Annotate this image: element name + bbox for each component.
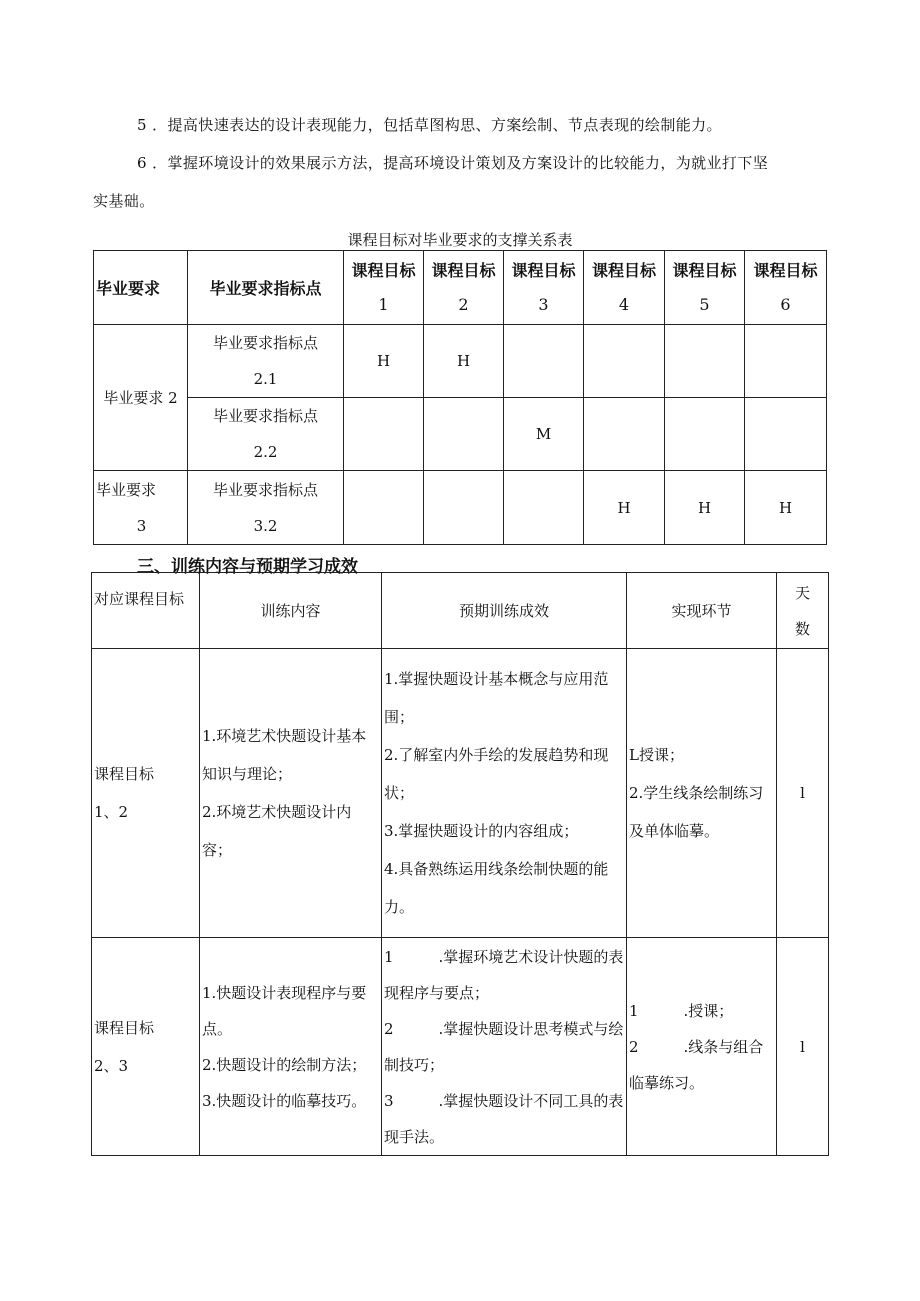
- header-link: 实现环节: [627, 573, 777, 649]
- header-goal-1: [344, 251, 424, 325]
- paragraph-5: 5 ．提高快速表达的设计表现能力，包括草图构思、方案绘制、节点表现的绘制能力。: [137, 116, 722, 134]
- goal-num: 6: [780, 294, 791, 314]
- goal-label: 课程目标: [351, 260, 416, 280]
- rating-cell: [344, 471, 424, 545]
- rating-cell: [584, 398, 665, 471]
- table2-header-row: [92, 573, 829, 649]
- indicator-label: 毕业要求指标点: [212, 407, 318, 425]
- content-item: 2.环境艺术快题设计内容；: [202, 803, 352, 859]
- rating-cell: [665, 325, 745, 398]
- goal-label: 课程目标: [672, 260, 737, 280]
- indicator-label: 毕业要求指标点: [212, 480, 318, 499]
- table-row: [94, 398, 827, 471]
- indicator-cell: [188, 325, 344, 398]
- goal-cell: [92, 649, 200, 938]
- support-relation-table: [93, 250, 827, 545]
- header-goal-4: [584, 251, 665, 325]
- header-goal-2: [424, 251, 504, 325]
- rating-cell: [424, 398, 504, 471]
- rating-cell: [504, 325, 584, 398]
- goal-num: 2: [458, 294, 469, 314]
- rating-cell: [504, 471, 584, 545]
- rating-cell: H: [745, 471, 827, 545]
- header-indicator: 毕业要求指标点: [188, 251, 344, 325]
- link-item: 1 .授课；: [629, 1001, 734, 1020]
- content-item: 3.快题设计的临摹技巧。: [202, 1091, 367, 1110]
- header-goal-5: [665, 251, 745, 325]
- goal-label: 课程目标: [431, 260, 496, 280]
- indicator-num: 2.1: [253, 370, 278, 388]
- rating-cell: H: [424, 325, 504, 398]
- rating-cell: [584, 325, 665, 398]
- table-row: [92, 649, 829, 938]
- header-content: 训练内容: [200, 573, 382, 649]
- link-item: L授课；: [629, 746, 684, 764]
- goal-num: 3: [538, 294, 549, 314]
- table-row: [94, 471, 827, 545]
- indicator-label: 毕业要求指标点: [212, 334, 318, 352]
- days-cell: l: [777, 938, 829, 1156]
- rating-cell: H: [584, 471, 665, 545]
- req-num: 3: [136, 516, 147, 535]
- rating-cell: [665, 398, 745, 471]
- req-cell: 毕业要求 2: [94, 325, 188, 471]
- section-3-heading: 三、训练内容与预期学习成效: [137, 557, 358, 577]
- content-item: 2.快题设计的绘制方法；: [202, 1055, 367, 1074]
- rating-cell: H: [665, 471, 745, 545]
- outcome-item: 4.具备熟练运用线条绘制快题的能力。: [384, 860, 609, 916]
- goal-cell: [92, 938, 200, 1156]
- rating-cell: [745, 325, 827, 398]
- content-cell: [200, 649, 382, 938]
- training-content-table: [91, 572, 829, 1156]
- outcome-item: 3.掌握快题设计的内容组成；: [384, 822, 579, 840]
- goal-num: 4: [618, 294, 630, 314]
- days-cell: l: [777, 649, 829, 938]
- goal-label: 课程目标: [94, 1018, 155, 1037]
- link-item: 2 .线条与组合临摹练习。: [629, 1037, 764, 1092]
- link-cell: [627, 649, 777, 938]
- outcome-item: 2.了解室内外手绘的发展趋势和现状；: [384, 746, 609, 802]
- days-b: 数: [794, 619, 810, 638]
- paragraph-6: 6 ．掌握环境设计的效果展示方法，提高环境设计策划及方案设计的比较能力，为就业打下坚: [137, 154, 769, 172]
- req-cell: [94, 471, 188, 545]
- indicator-cell: [188, 471, 344, 545]
- outcome-item: 2 .掌握快题设计思考模式与绘制技巧；: [384, 1019, 624, 1074]
- goal-num: 5: [699, 294, 710, 314]
- outcome-cell: [382, 938, 627, 1156]
- outcome-cell: [382, 649, 627, 938]
- header-req: 毕业要求: [94, 251, 188, 325]
- indicator-num: 3.2: [253, 516, 278, 535]
- goal-label: 课程目标: [753, 260, 818, 280]
- header-goal-3: [504, 251, 584, 325]
- link-item: 2.学生线条绘制练习及单体临摹。: [629, 784, 764, 840]
- header-goal: 对应课程目标: [92, 573, 200, 649]
- indicator-num: 2.2: [253, 443, 278, 461]
- link-cell: [627, 938, 777, 1156]
- rating-cell: [424, 471, 504, 545]
- header-days: [777, 573, 829, 649]
- goal-nums: 2、3: [94, 1056, 129, 1075]
- rating-cell: H: [344, 325, 424, 398]
- goal-label: 课程目标: [511, 260, 576, 280]
- content-cell: [200, 938, 382, 1156]
- outcome-item: 1 .掌握环境艺术设计快题的表现程序与要点；: [384, 947, 624, 1002]
- goal-label: 课程目标: [94, 765, 155, 783]
- table-row: [92, 938, 829, 1156]
- table1-header-row: [94, 251, 827, 325]
- header-outcome: 预期训练成效: [382, 573, 627, 649]
- req-label: 毕业要求: [96, 480, 157, 499]
- paragraph-6-continued: 实基础。: [93, 192, 155, 210]
- indicator-cell: [188, 398, 344, 471]
- table1-caption: 课程目标对毕业要求的支撑关系表: [347, 231, 573, 249]
- goal-nums: 1、2: [94, 803, 129, 821]
- outcome-item: 3 .掌握快题设计不同工具的表现手法。: [384, 1091, 624, 1146]
- rating-cell: [745, 398, 827, 471]
- rating-cell: [344, 398, 424, 471]
- content-item: 1.快题设计表现程序与要点。: [202, 983, 367, 1038]
- outcome-item: 1.掌握快题设计基本概念与应用范围；: [384, 670, 609, 726]
- content-item: 1.环境艺术快题设计基本知识与理论；: [202, 727, 367, 783]
- days-a: 天: [794, 583, 810, 602]
- header-goal-6: [745, 251, 827, 325]
- rating-cell: M: [504, 398, 584, 471]
- table-row: [94, 325, 827, 398]
- goal-num: 1: [378, 294, 389, 314]
- goal-label: 课程目标: [591, 260, 656, 280]
